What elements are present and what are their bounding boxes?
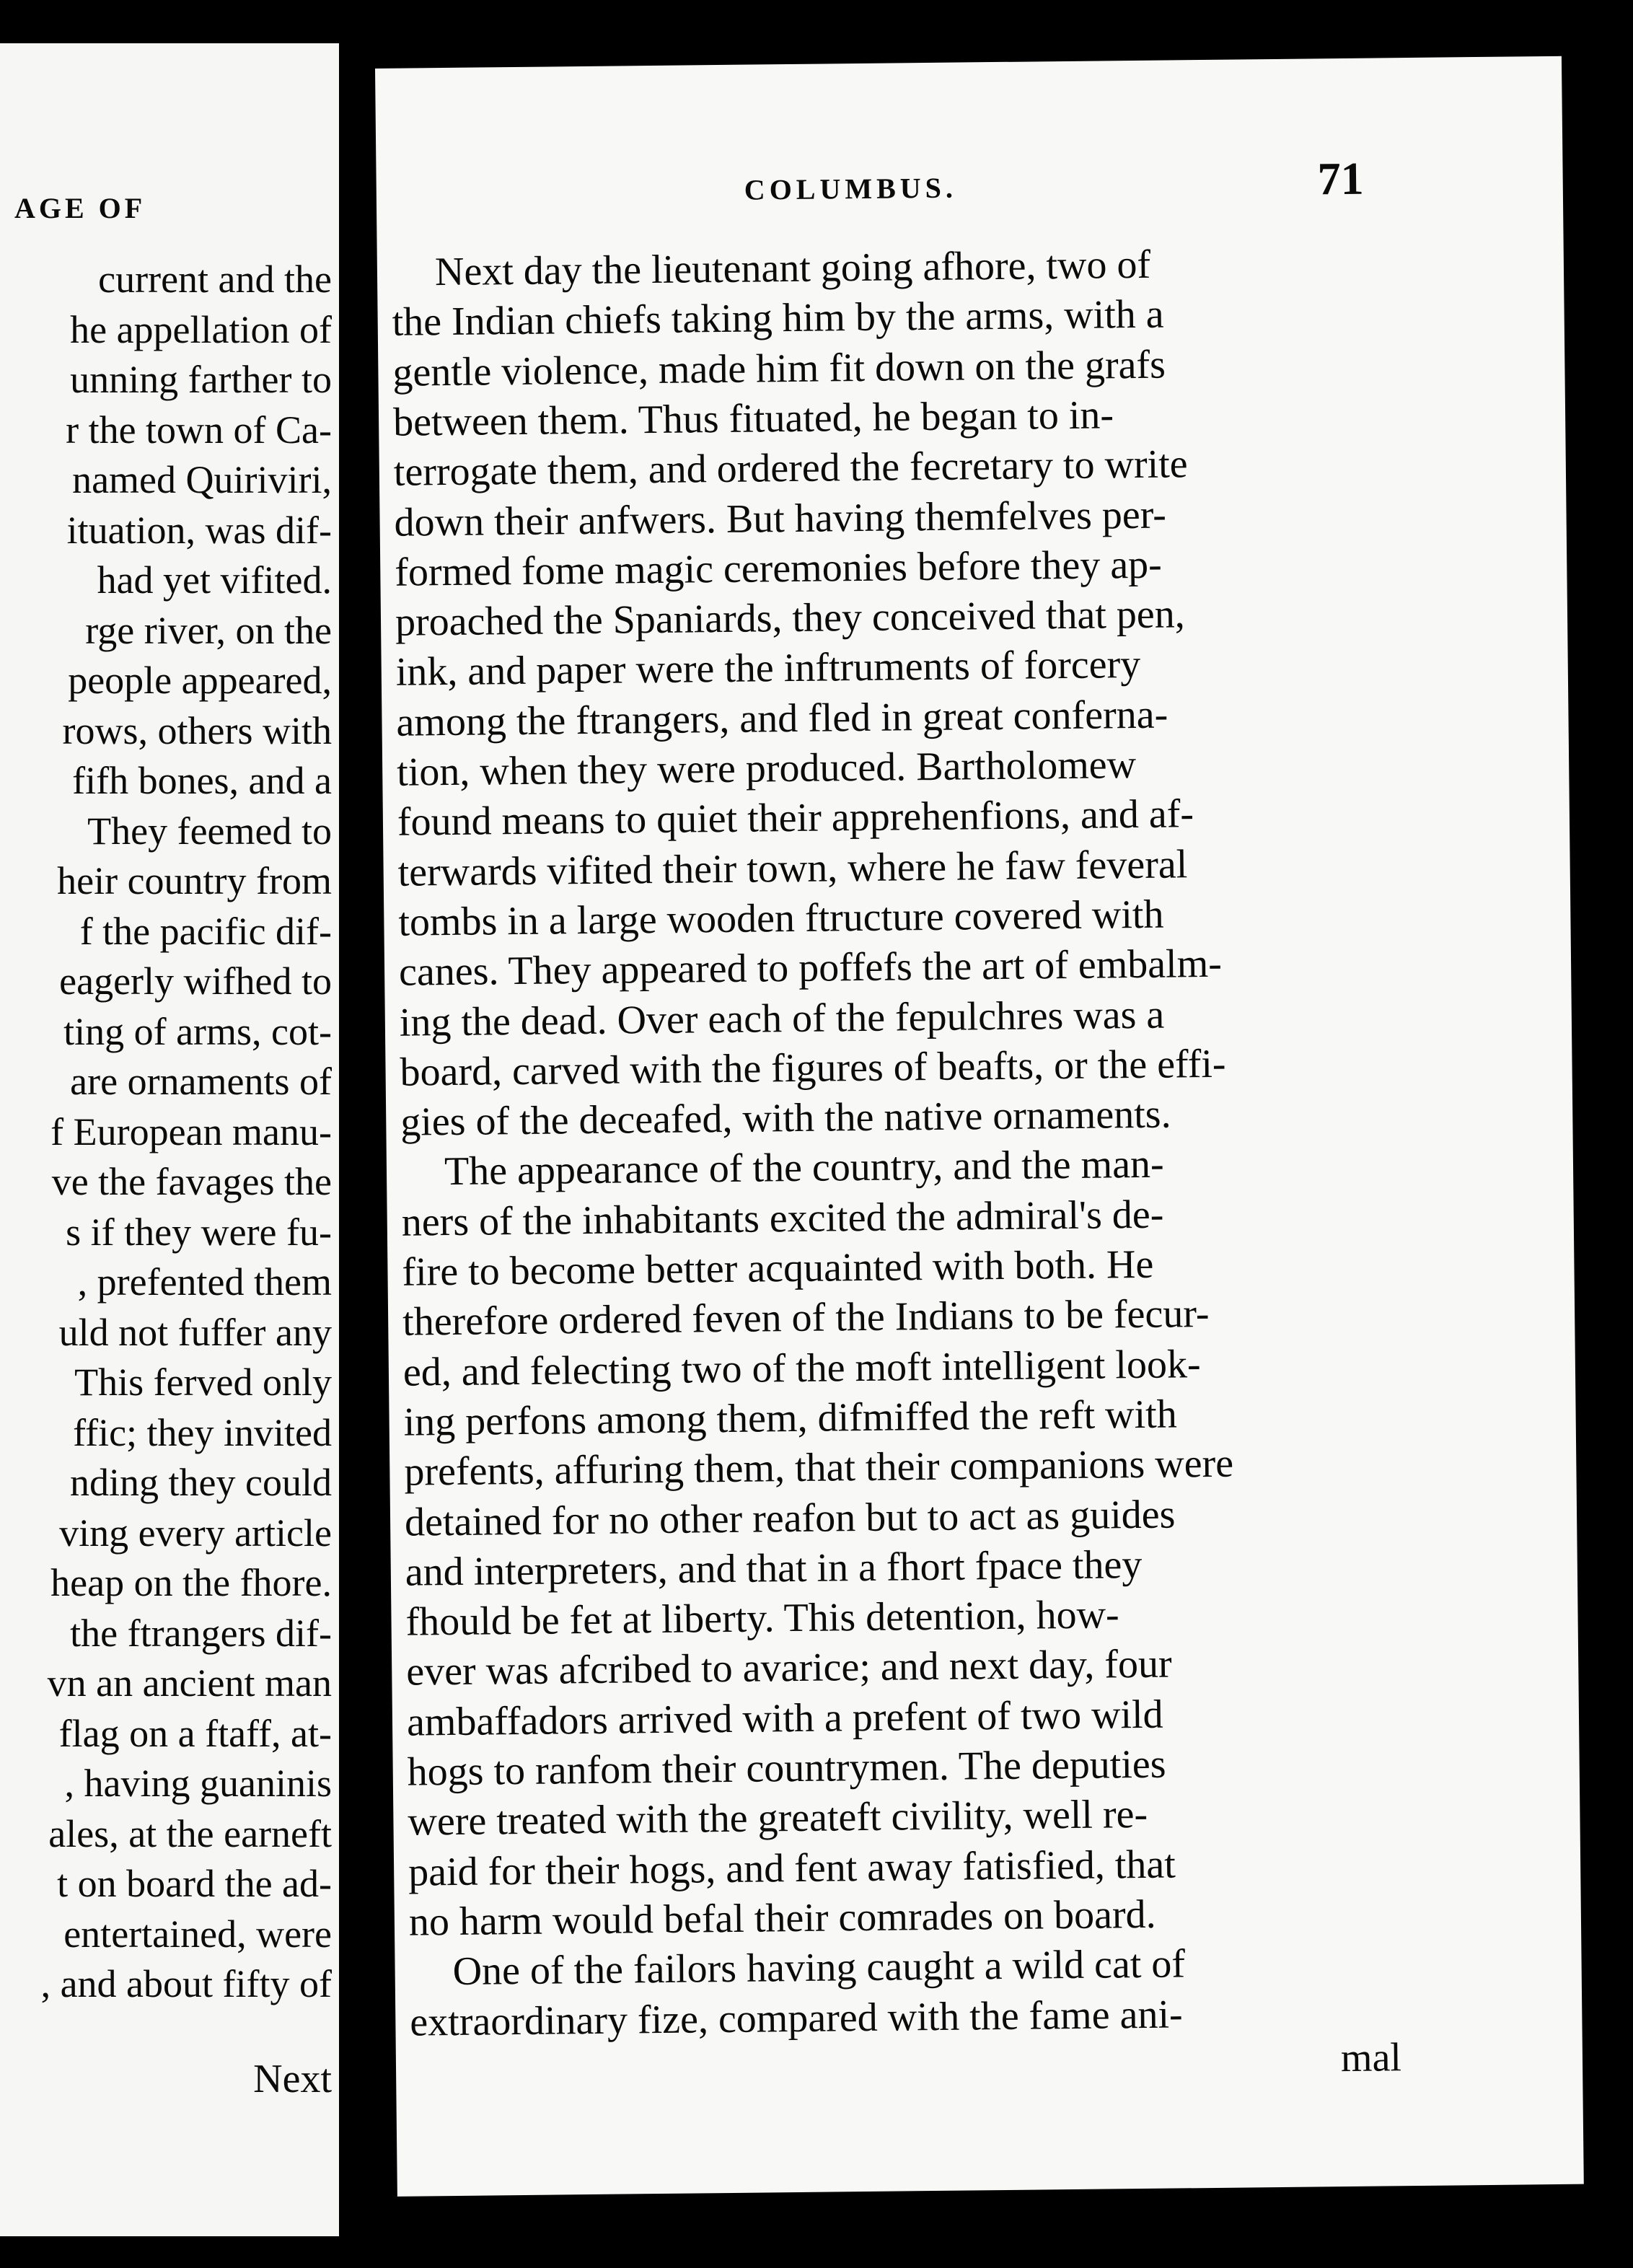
text-line: tion, when they were produced. Bartholomew bbox=[396, 742, 1137, 795]
text-line: board, carved with the figures of beafts, or the effi- bbox=[400, 1041, 1226, 1095]
text-line: ve the favages the bbox=[51, 1160, 332, 1203]
page-number: 71 bbox=[1317, 152, 1365, 205]
text-line: flag on a ftaff, at- bbox=[58, 1711, 332, 1755]
text-line: gentle violence, made him fit down on the grafs bbox=[392, 342, 1166, 395]
text-line: fifh bones, and a bbox=[72, 759, 332, 802]
text-line: extraordinary fize, compared with the fame ani- bbox=[410, 1991, 1183, 2045]
text-line: named Quiriviri, bbox=[72, 458, 332, 501]
text-line: he appellation of bbox=[70, 307, 332, 351]
text-line: s if they were fu- bbox=[66, 1210, 332, 1254]
text-line: heap on the fhore. bbox=[50, 1561, 332, 1604]
text-line: , having guaninis bbox=[64, 1762, 332, 1805]
text-line: This ferved only bbox=[74, 1361, 332, 1404]
text-line: down their anfwers. But having themfelves per- bbox=[394, 492, 1167, 545]
text-line: nding they could bbox=[70, 1461, 332, 1504]
text-line: ink, and paper were the inftruments of forcery bbox=[395, 642, 1141, 695]
text-line: ambaffadors arrived with a prefent of two wild bbox=[406, 1692, 1163, 1745]
text-line: and interpreters, and that in a fhort fpace they bbox=[405, 1542, 1143, 1595]
text-line: ing the dead. Over each of the fepulchres was a bbox=[399, 992, 1165, 1045]
text-line: found means to quiet their apprehenfions, and af- bbox=[397, 791, 1194, 845]
text-line: are ornaments of bbox=[70, 1060, 332, 1103]
text-line: the Indian chiefs taking him by the arms, with a bbox=[392, 291, 1164, 346]
text-line: ales, at the earneft bbox=[48, 1811, 332, 1855]
right-page bbox=[375, 56, 1584, 2197]
text-line: Next day the lieutenant going afhore, two of bbox=[434, 242, 1151, 295]
text-line: proached the Spaniards, they conceived that pen, bbox=[395, 592, 1186, 645]
text-line: canes. They appeared to poffefs the art of embalm- bbox=[398, 941, 1223, 995]
book-gutter bbox=[339, 0, 375, 2268]
text-line: f the pacific dif- bbox=[79, 909, 332, 953]
text-line: ituation, was dif- bbox=[66, 508, 332, 552]
text-line: therefore ordered feven of the Indians to be fecur- bbox=[402, 1291, 1210, 1345]
text-line: hogs to ranfom their countrymen. The deputies bbox=[407, 1741, 1166, 1795]
text-line: fhould be fet at liberty. This detention, how- bbox=[405, 1592, 1119, 1645]
text-line: heir country from bbox=[57, 859, 332, 902]
text-line: uld not fuffer any bbox=[58, 1310, 332, 1354]
text-line: , prefented them bbox=[77, 1260, 332, 1304]
text-line: were treated with the greateft civility, well re- bbox=[408, 1792, 1148, 1845]
text-line: ed, and felecting two of the moft intelligent look- bbox=[402, 1341, 1201, 1395]
text-line: tombs in a large wooden ftructure covered with bbox=[398, 892, 1164, 945]
text-line: fire to become better acquainted with both. He bbox=[402, 1241, 1154, 1295]
text-line: ever was afcribed to avarice; and next day, four bbox=[405, 1641, 1172, 1695]
text-line: had yet vifited. bbox=[97, 558, 332, 602]
text-line: paid for their hogs, and fent away fatisfied, that bbox=[408, 1842, 1176, 1895]
text-line: unning farther to bbox=[70, 358, 332, 401]
text-line: formed fome magic ceremonies before they ap- bbox=[394, 542, 1163, 595]
text-line: The appearance of the country, and the man- bbox=[444, 1142, 1164, 1195]
text-line: r the town of Ca- bbox=[66, 408, 332, 452]
text-line: prefents, affuring them, that their companions were bbox=[404, 1441, 1234, 1495]
text-line: gies of the deceafed, with the native ornaments. bbox=[400, 1091, 1171, 1145]
text-line: rows, others with bbox=[62, 708, 332, 752]
text-line: They feemed to bbox=[87, 809, 332, 853]
text-line: ffic; they invited bbox=[73, 1410, 332, 1454]
text-line: , and about fifty of bbox=[40, 1962, 332, 2005]
text-line: ting of arms, cot- bbox=[63, 1009, 332, 1053]
text-line: between them. Thus fituated, he began to in- bbox=[392, 392, 1114, 445]
text-line: the ftrangers dif- bbox=[70, 1611, 332, 1655]
text-line: people appeared, bbox=[68, 659, 332, 702]
text-line: ners of the inhabitants excited the admiral's de- bbox=[401, 1192, 1164, 1245]
catchword-left: Next bbox=[253, 2057, 332, 2101]
text-line: ing perfons among them, difmiffed the reft with bbox=[403, 1392, 1177, 1445]
catchword-right: mal bbox=[1340, 2035, 1402, 2081]
running-head-left: AGE OF bbox=[14, 192, 146, 224]
text-line: among the ftrangers, and fled in great conferna- bbox=[396, 692, 1168, 745]
text-line: no harm would befal their comrades on board. bbox=[408, 1891, 1156, 1945]
text-line: entertained, were bbox=[63, 1912, 332, 1956]
text-line: terwards vifited their town, where he faw feveral bbox=[397, 841, 1188, 895]
text-line: ving every article bbox=[59, 1511, 332, 1555]
text-line: One of the failors having caught a wild cat of bbox=[452, 1941, 1186, 1995]
text-line: current and the bbox=[98, 258, 332, 301]
text-line: t on board the ad- bbox=[57, 1862, 332, 1905]
text-line: vn an ancient man bbox=[47, 1661, 332, 1705]
text-line: rge river, on the bbox=[85, 608, 332, 652]
left-page bbox=[0, 43, 339, 2236]
running-head-right: COLUMBUS. bbox=[744, 171, 958, 206]
text-line: detained for no other reafon but to act as guides bbox=[404, 1491, 1176, 1545]
text-line: eagerly wifhed to bbox=[59, 959, 332, 1003]
text-line: f European manu- bbox=[50, 1109, 332, 1153]
text-line: terrogate them, and ordered the fecretary to write bbox=[393, 441, 1188, 495]
